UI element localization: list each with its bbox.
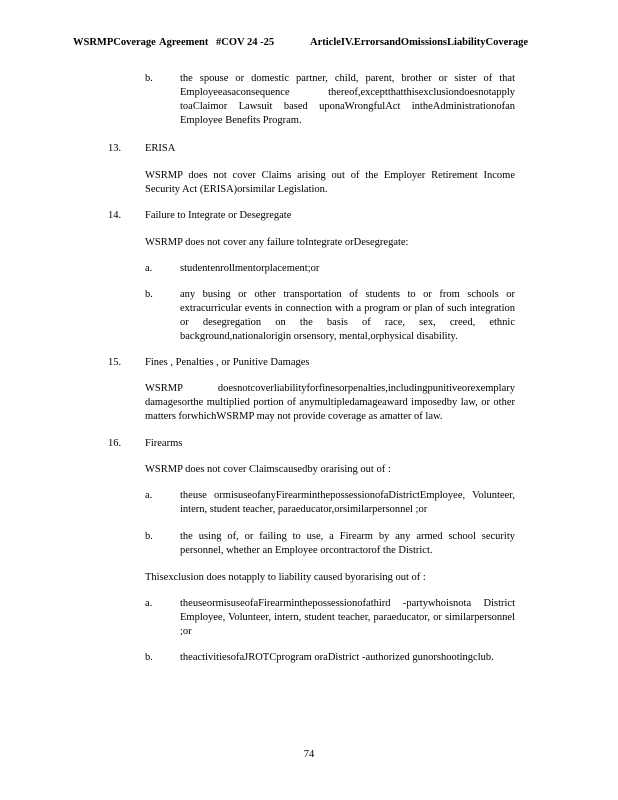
header-left: WSRMPCoverage	[73, 37, 156, 48]
section-16-b2-label: b.	[145, 652, 153, 663]
section-13-title: ERISA	[145, 143, 176, 154]
header-cov-number: #COV 24 -25	[216, 37, 275, 48]
section-14-title: Failure to Integrate or Desegregate	[145, 210, 292, 221]
section-14-b-text: any busing or other transportation of students to or from schools or extracurricular events in connection with a program or plan of such integration or desegregation on the basis of race, sex, creed, ethnic background,nationalorigin orsensory, mental,orphysical disability.	[180, 289, 515, 342]
section-14-para: WSRMP does not cover any failure toIntegrate orDesegregate:	[145, 237, 409, 248]
section-16-a-text: theuse ormisuseofanyFirearminthepossessionofaDistrictEmployee, Volunteer, intern, student teacher, paraeducator,orsimilarpersonnel ;or	[180, 490, 515, 515]
section-16-b2-text: theactivitiesofaJROTCprogram oraDistrict -authorized gunorshootingclub.	[180, 652, 494, 663]
section-16-para: WSRMP does not cover Claimscausedby orarising out of :	[145, 464, 391, 475]
header-agreement: Agreement	[159, 37, 209, 48]
page-number: 74	[303, 749, 315, 760]
section-16-b-text: the using of, or failing to use, a Firearm by any armed school security personnel, whether an Employee orcontractorof the District.	[180, 531, 515, 556]
section-15-para: WSRMP doesnotcoverliabilityforfinesorpenalties,includingpunitiveorexemplary damagesorthe multiplied portion of anymultipledamageaward imposedby law, or other matters forwhichWSRMP may not provide coverage as amatter of law.	[145, 383, 515, 422]
section-13-number: 13.	[108, 143, 122, 154]
section-16-a-label: a.	[145, 490, 153, 501]
section-14-a-text: studentenrollmentorplacement;or	[180, 263, 320, 274]
section-16-para2: Thisexclusion does notapply to liability caused byorarising out of :	[145, 572, 426, 583]
item-b-label: b.	[145, 73, 153, 84]
section-16-a2-label: a.	[145, 598, 153, 609]
section-13-para: WSRMP does not cover Claims arising out of the Employer Retirement Income Security Act (ERISA)orsimilar Legislation.	[145, 170, 515, 195]
section-14-number: 14.	[108, 210, 122, 221]
section-14-a-label: a.	[145, 263, 153, 274]
section-15-number: 15.	[108, 357, 122, 368]
section-16-title: Firearms	[145, 438, 183, 449]
section-16-number: 16.	[108, 438, 122, 449]
section-14-b-label: b.	[145, 289, 153, 300]
section-15-title: Fines , Penalties , or Punitive Damages	[145, 357, 310, 368]
section-16-b-label: b.	[145, 531, 153, 542]
header-right: ArticleIV.ErrorsandOmissionsLiabilityCoverage	[310, 37, 529, 48]
item-b-text: the spouse or domestic partner, child, parent, brother or sister of that Employeeasaconsequence thereof,exceptthatthisexclusiondoesnotapply toaClaimor Lawsuit based uponaWrongfulAct intheAdministrationofan Employee Benefits Program.	[180, 73, 515, 126]
section-16-a2-text: theuseormisuseofaFirearminthepossessionofathird -partywhoisnota District Employee, Volunteer, intern, student teacher, paraeducator, or similarpersonnel ;or	[180, 598, 515, 637]
